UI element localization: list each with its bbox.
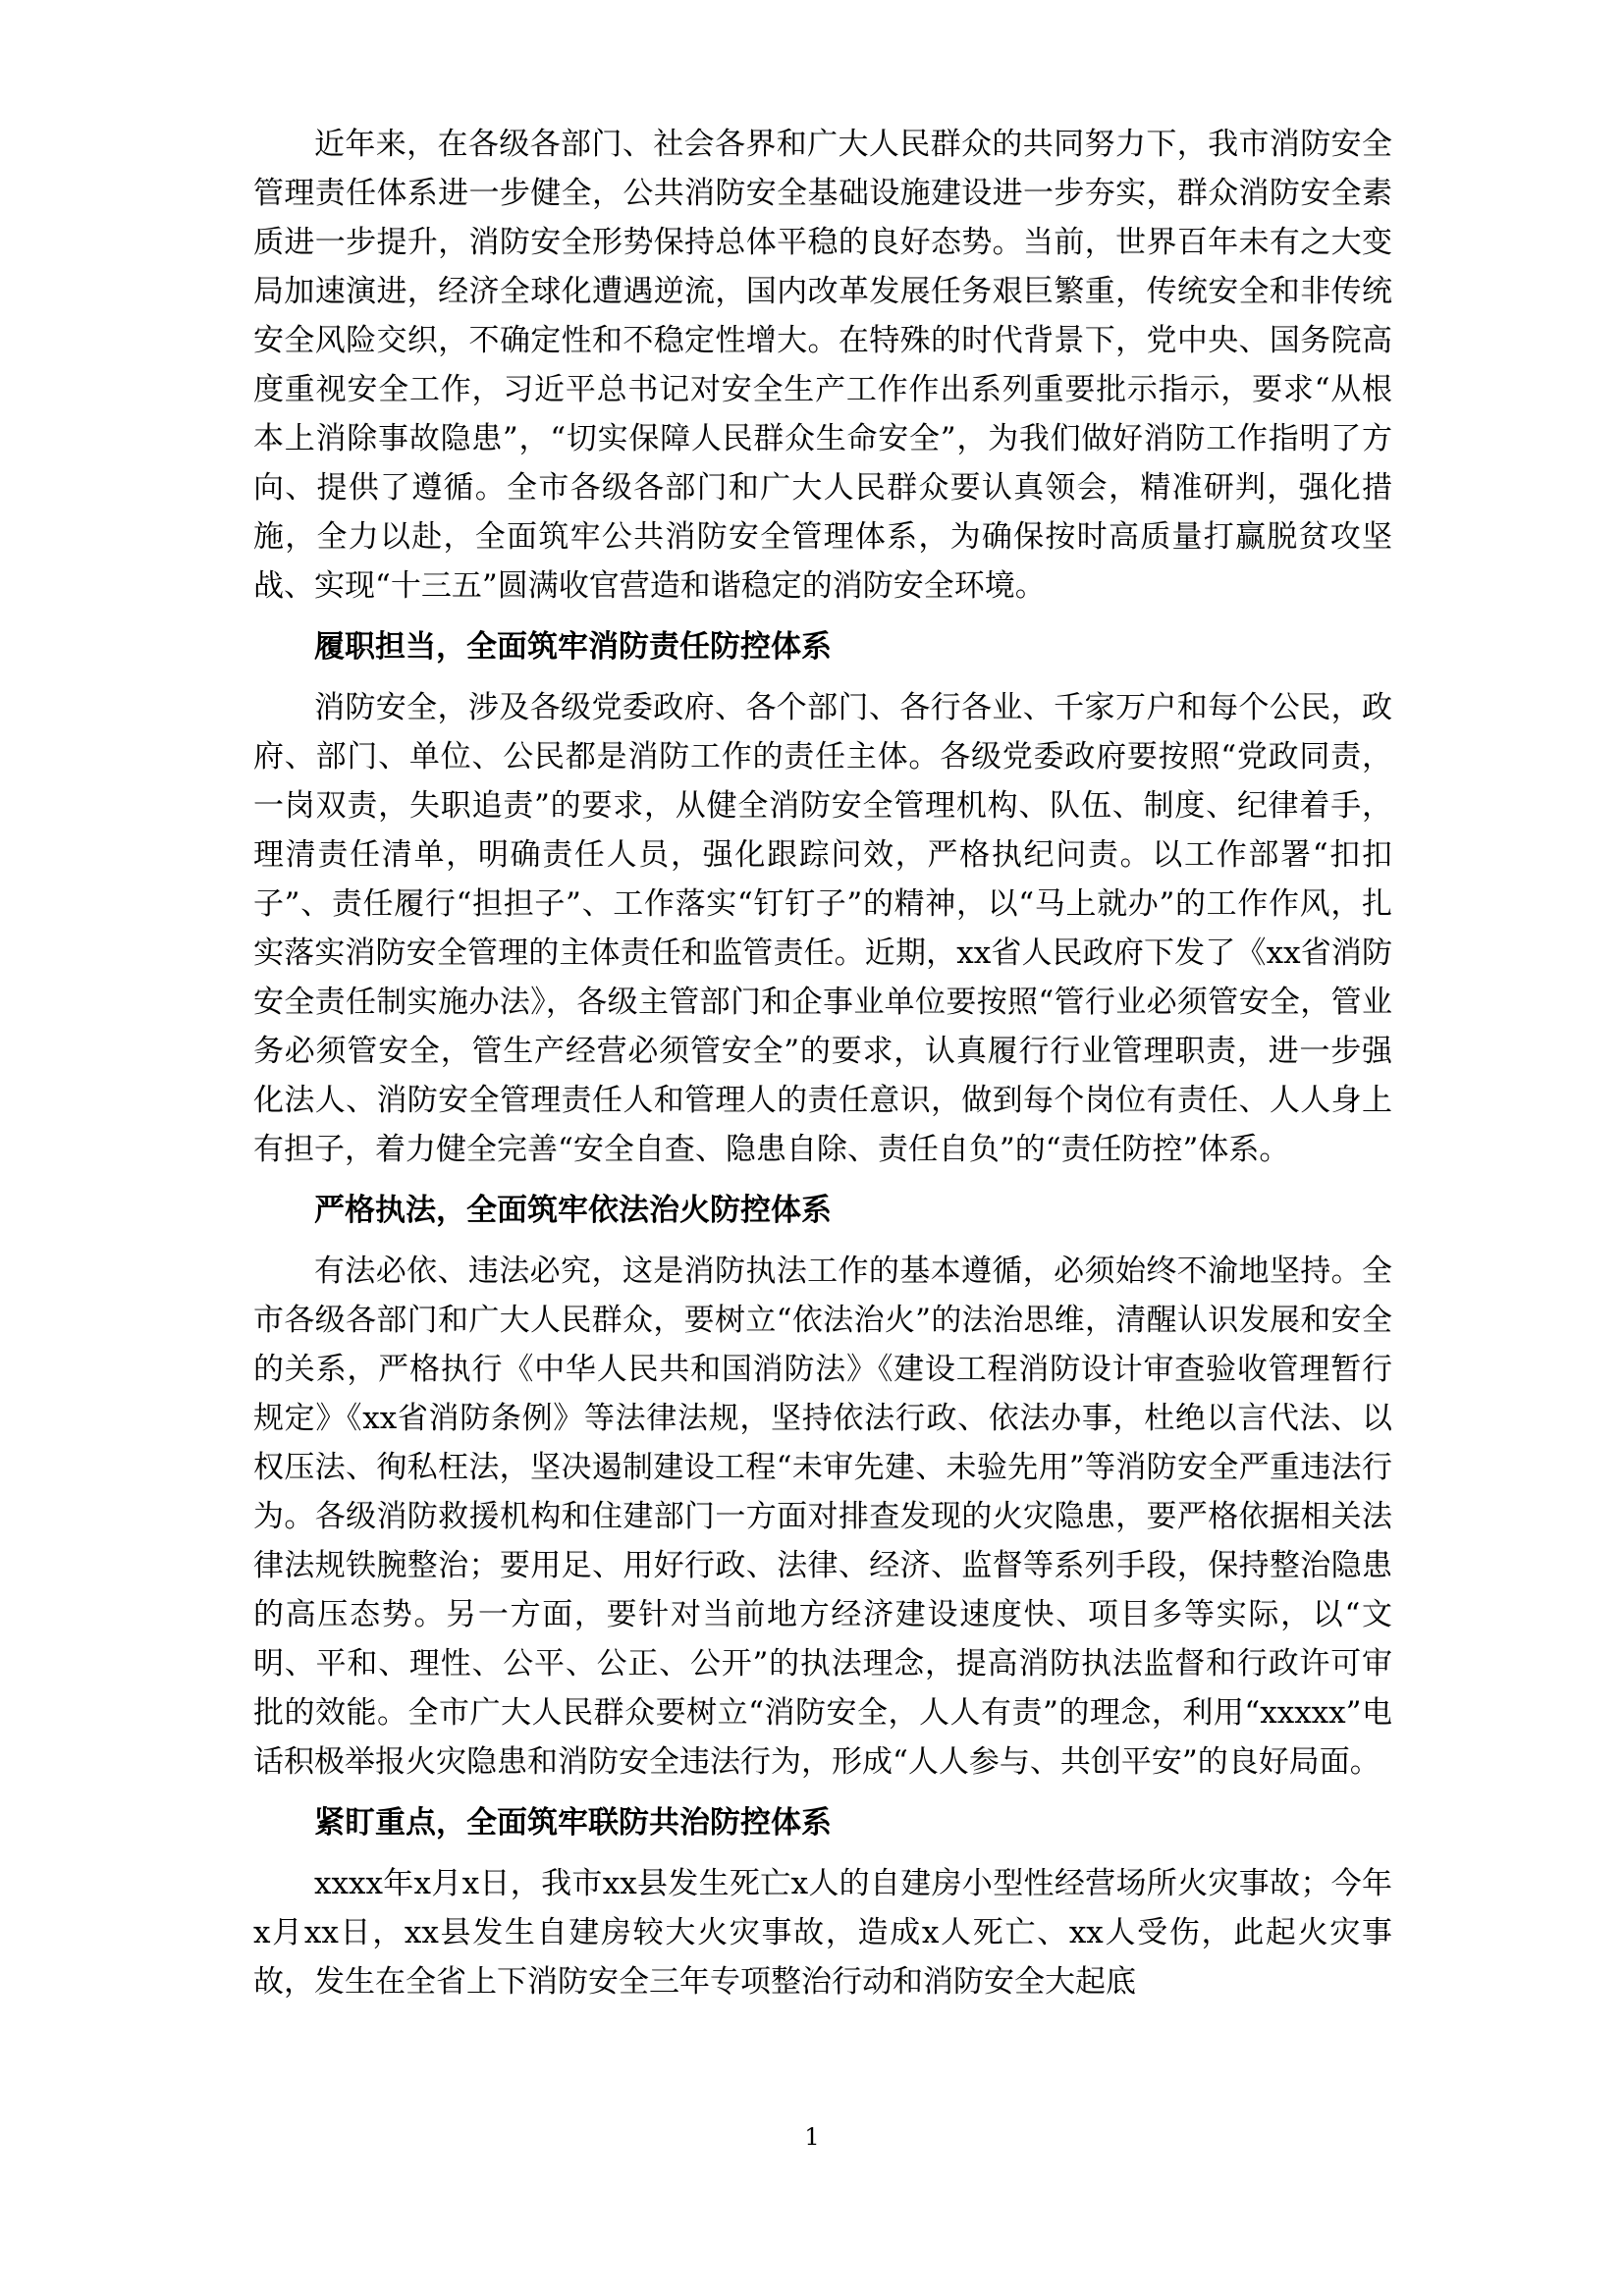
section-heading: 履职担当，全面筑牢消防责任防控体系 bbox=[314, 629, 832, 665]
section-3 bbox=[253, 1798, 1392, 2006]
section-body: 有法必依、违法必究，这是消防执法工作的基本遵循，必须始终不渝地坚持。全市各级各部门和广大人民群众，要树立“依法治火”的法治思维，清醒认识发展和安全的关系，严格执行《中华人民共和国消防法》《建设工程消防设计审查验收管理暂行规定》《xx省消防条例》等法律法规，坚持依法行政、依法办事，杜绝以言代法、以权压法、徇私枉法，坚决遏制建设工程“未审先建、未验先用”等消防安全严重违法行为。各级消防救援机构和住建部门一方面对排查发现的火灾隐患，要严格依据相关法律法规铁腕整治；要用足、用好行政、法律、经济、监督等系列手段，保持整治隐患的高压态势。另一方面，要针对当前地方经济建设速度快、项目多等实际，以“文明、平和、理性、公平、公正、公开”的执法理念，提高消防执法监督和行政许可审批的效能。全市广大人民群众要树立“消防安全，人人有责”的理念，利用“xxxxx”电话积极举报火灾隐患和消防安全违法行为，形成“人人参与、共创平安”的良好局面。 bbox=[253, 1254, 1392, 1780]
document-page bbox=[253, 120, 1392, 2006]
section-body: xxxx年x月x日，我市xx县发生死亡x人的自建房小型性经营场所火灾事故；今年x月xx日，xx县发生自建房较大火灾事故，造成x人死亡、xx人受伤，此起火灾事故，发生在全省上下消防安全三年专项整治行动和消防安全大起底 bbox=[253, 1866, 1392, 2000]
section-heading: 紧盯重点，全面筑牢联防共治防控体系 bbox=[314, 1805, 832, 1841]
section-1 bbox=[253, 622, 1392, 1174]
section-body: 消防安全，涉及各级党委政府、各个部门、各行各业、千家万户和每个公民，政府、部门、单位、公民都是消防工作的责任主体。各级党委政府要按照“党政同责，一岗双责，失职追责”的要求，从健全消防安全管理机构、队伍、制度、纪律着手，理清责任清单，明确责任人员，强化跟踪问效，严格执纪问责。以工作部署“扣扣子”、责任履行“担担子”、工作落实“钉钉子”的精神，以“马上就办”的工作作风，扎实落实消防安全管理的主体责任和监管责任。近期，xx省人民政府下发了《xx省消防安全责任制实施办法》，各级主管部门和企事业单位要按照“管行业必须管安全，管业务必须管安全，管生产经营必须管安全”的要求，认真履行行业管理职责，进一步强化法人、消防安全管理责任人和管理人的责任意识，做到每个岗位有责任、人人身上有担子，着力健全完善“安全自查、隐患自除、责任自负”的“责任防控”体系。 bbox=[253, 690, 1392, 1167]
page-number: 1 bbox=[804, 2123, 820, 2151]
section-heading: 严格执法，全面筑牢依法治火防控体系 bbox=[314, 1193, 832, 1228]
intro-paragraph: 近年来，在各级各部门、社会各界和广大人民群众的共同努力下，我市消防安全管理责任体系进一步健全，公共消防安全基础设施建设进一步夯实，群众消防安全素质进一步提升，消防安全形势保持总体平稳的良好态势。当前，世界百年未有之大变局加速演进，经济全球化遭遇逆流，国内改革发展任务艰巨繁重，传统安全和非传统安全风险交织，不确定性和不稳定性增大。在特殊的时代背景下，党中央、国务院高度重视安全工作，习近平总书记对安全生产工作作出系列重要批示指示，要求“从根本上消除事故隐患”，“切实保障人民群众生命安全”，为我们做好消防工作指明了方向、提供了遵循。全市各级各部门和广大人民群众要认真领会，精准研判，强化措施，全力以赴，全面筑牢公共消防安全管理体系，为确保按时高质量打赢脱贫攻坚战、实现“十三五”圆满收官营造和谐稳定的消防安全环境。 bbox=[253, 127, 1392, 604]
section-2 bbox=[253, 1186, 1392, 1787]
